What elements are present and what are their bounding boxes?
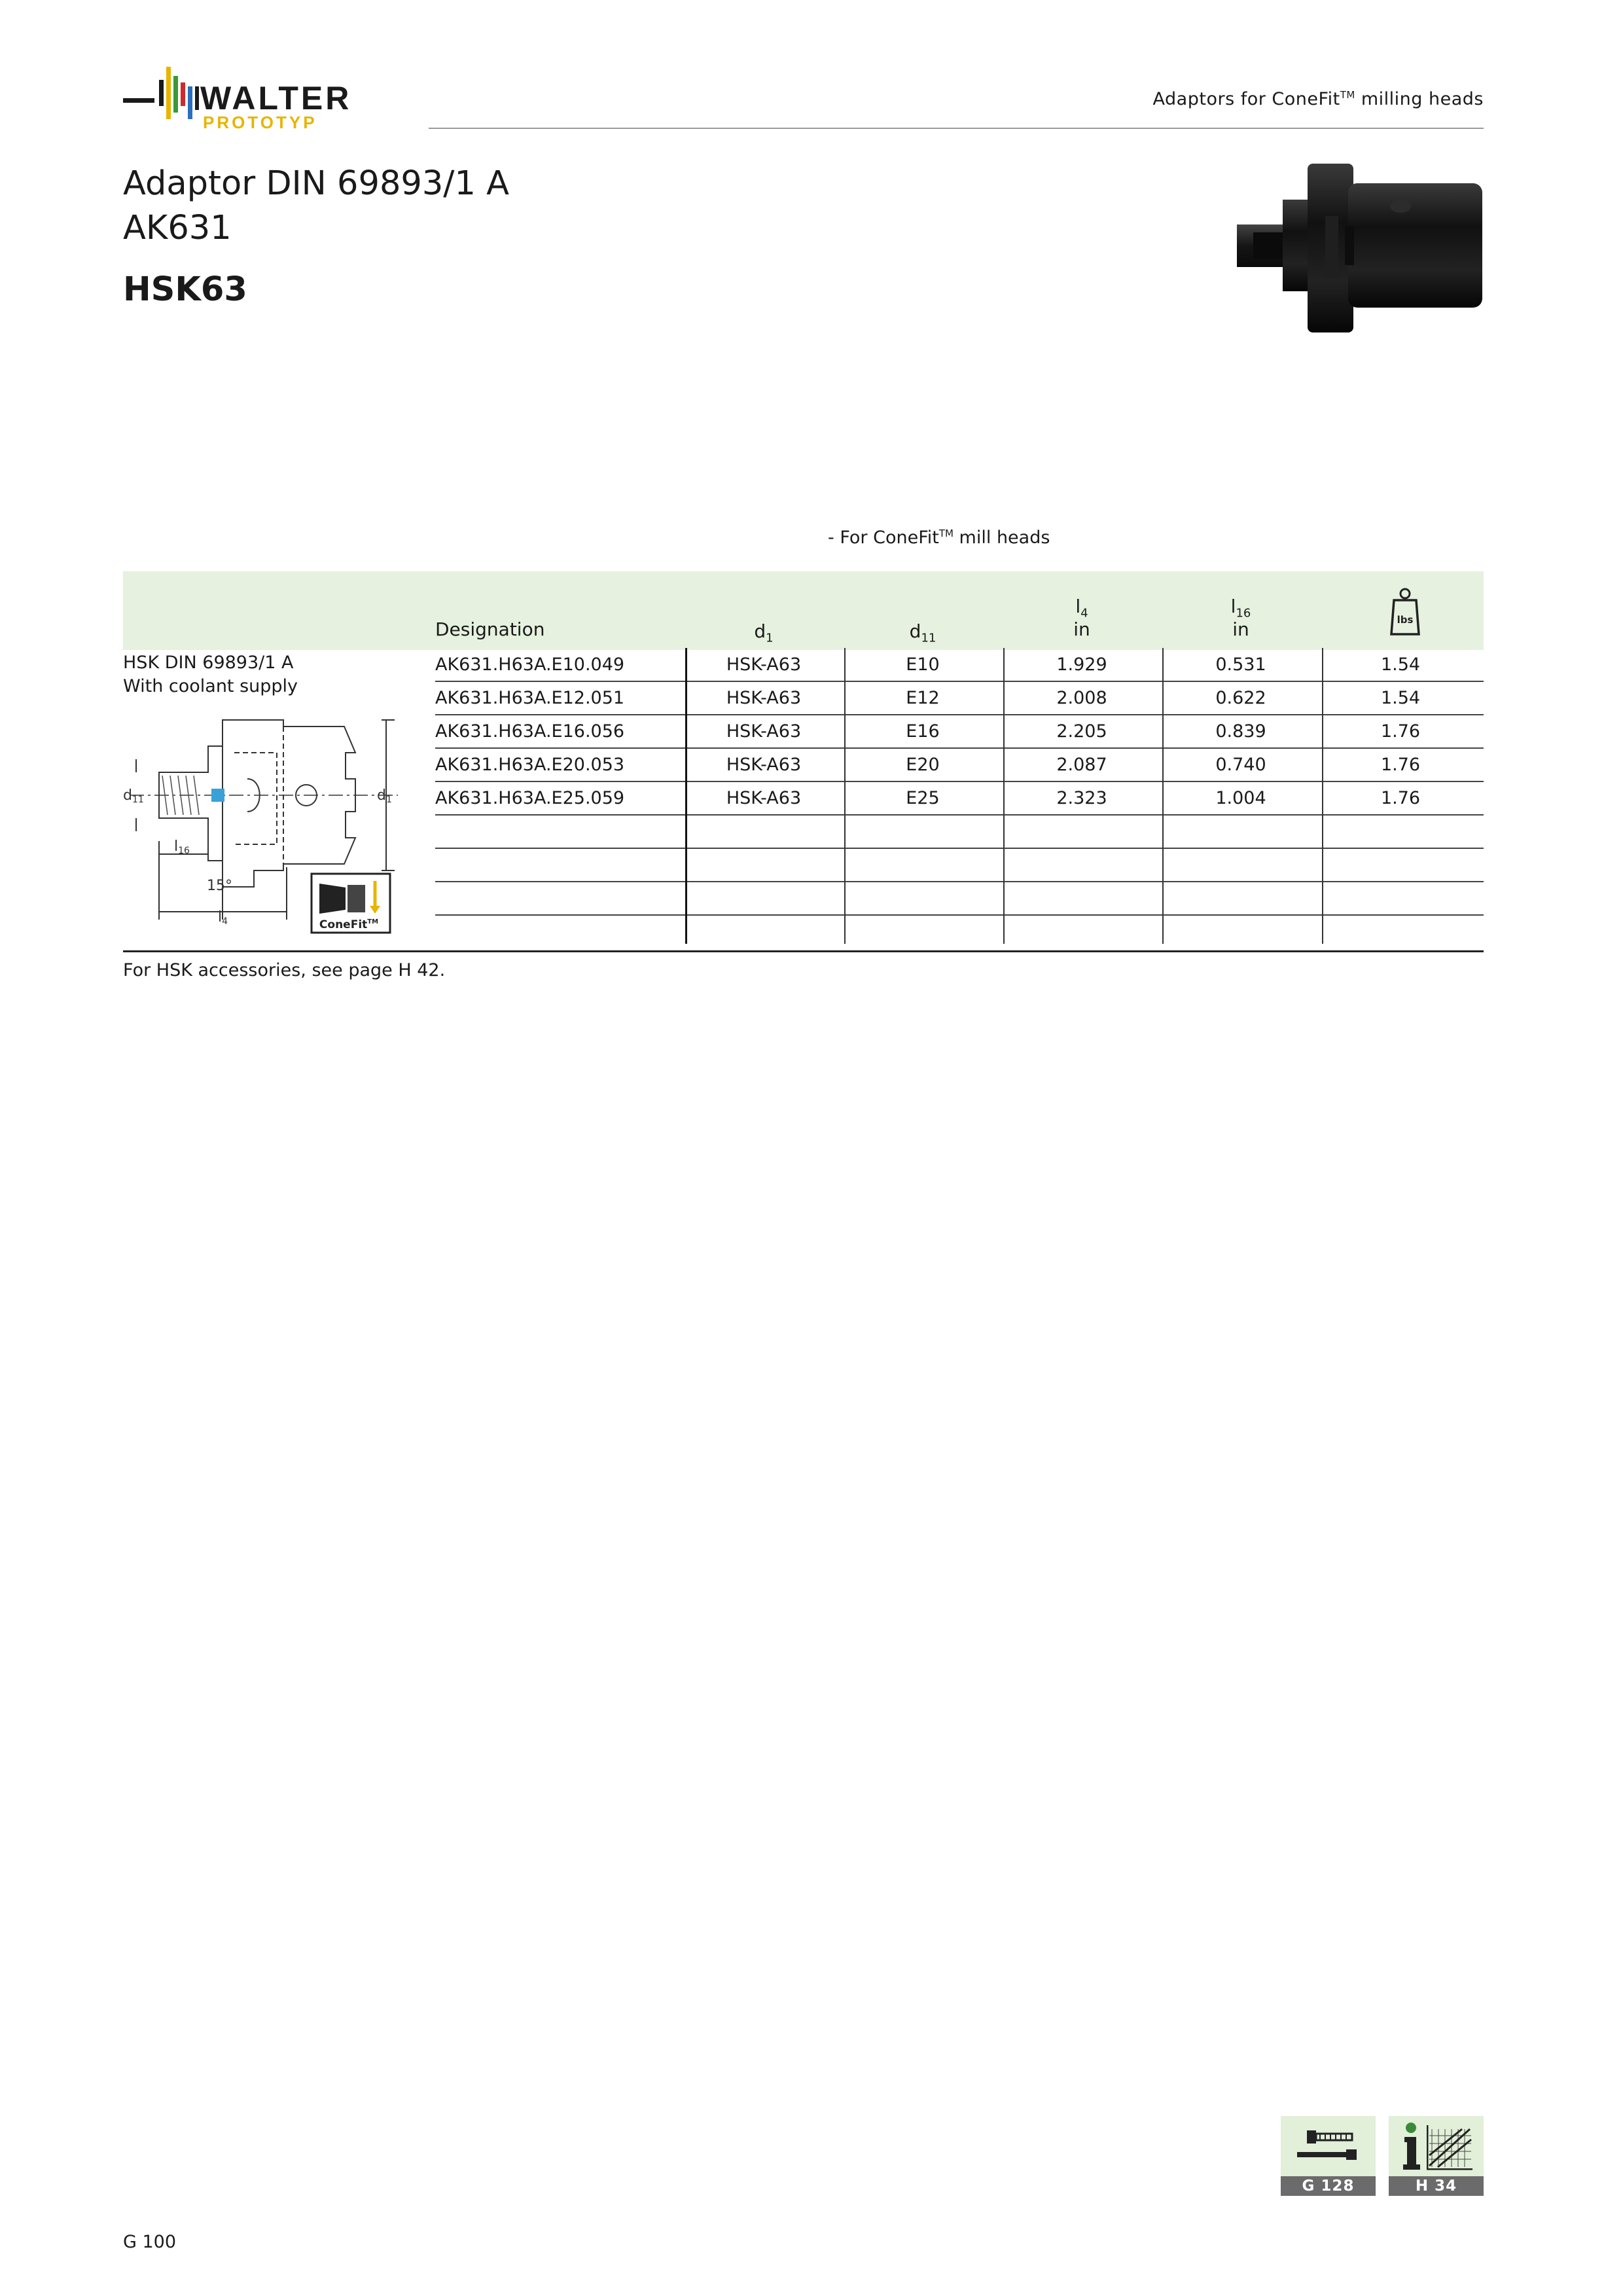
col-header-l4: $l_4$ [1075, 596, 1088, 620]
col-header-l16: $l_{16}$ [1230, 596, 1251, 620]
table-subtitle: - For ConeFit™ mill heads [828, 528, 1050, 548]
page-title: Adaptor DIN 69893/1 A [123, 164, 510, 203]
column-divider [685, 648, 687, 944]
row-group-label: HSK DIN 69893/1 A [123, 653, 294, 673]
cell-l4 [1003, 915, 1160, 948]
logo-text: WALTER [200, 80, 352, 117]
logo-subtext: PROTOTYP [203, 113, 317, 132]
label-l16: l16 [174, 838, 190, 856]
cell-d1: HSK-A63 [726, 721, 802, 742]
cell-d11: E16 [906, 721, 940, 742]
cell-weight: 1.76 [1380, 788, 1421, 808]
header-divider [429, 128, 1484, 129]
col-header-designation: Designation [435, 619, 545, 640]
cell-d1: HSK-A63 [726, 788, 802, 808]
cell-designation [435, 815, 684, 848]
cell-d11: E12 [906, 688, 940, 708]
cell-l16: 0.839 [1215, 721, 1266, 742]
cell-weight [1322, 815, 1479, 848]
cell-weight [1322, 882, 1479, 915]
cell-l16: 0.740 [1215, 755, 1266, 775]
cell-weight: 1.76 [1380, 721, 1421, 742]
label-l4: l4 [218, 909, 228, 927]
cell-d11: E10 [906, 655, 940, 675]
col-header-d1: $d_1$ [754, 620, 774, 645]
column-divider [1003, 648, 1005, 944]
product-photo [1237, 160, 1486, 340]
cell-designation [435, 915, 684, 948]
column-divider [844, 648, 846, 944]
cell-d11 [844, 882, 1001, 915]
cell-designation: AK631.H63A.E10.049 [435, 655, 625, 675]
cell-d1: HSK-A63 [726, 655, 802, 675]
cell-l16: 1.004 [1215, 788, 1266, 808]
cell-weight [1322, 848, 1479, 882]
cell-d1 [685, 882, 842, 915]
cell-d1 [685, 815, 842, 848]
cell-l4: 2.205 [1056, 721, 1107, 742]
col-header-l4-unit: in [1073, 619, 1090, 640]
cell-designation: AK631.H63A.E16.056 [435, 721, 625, 742]
section-title: Adaptors for ConeFit™ milling heads [1152, 89, 1484, 109]
cell-d11: E25 [906, 788, 940, 808]
cell-d11 [844, 815, 1001, 848]
cell-l4: 1.929 [1056, 655, 1107, 675]
conefit-badge [312, 874, 390, 933]
cell-l16: 0.622 [1215, 688, 1266, 708]
reference-label-g128: G 128 [1281, 2176, 1376, 2196]
cell-d1 [685, 848, 842, 882]
technical-drawing [123, 713, 404, 939]
cell-designation: AK631.H63A.E12.051 [435, 688, 625, 708]
col-header-l16-unit: in [1232, 619, 1249, 640]
cell-l16 [1162, 815, 1319, 848]
cell-l16 [1162, 882, 1319, 915]
cell-weight: 1.76 [1380, 755, 1421, 775]
weight-lbs-icon [1389, 587, 1421, 639]
cell-d11 [844, 915, 1001, 948]
cell-weight: 1.54 [1380, 655, 1421, 675]
cell-l16 [1162, 848, 1319, 882]
cell-weight: 1.54 [1380, 688, 1421, 708]
cell-l16: 0.531 [1215, 655, 1266, 675]
coolant-channel [211, 789, 224, 802]
col-header-d11: $d_{11}$ [909, 620, 936, 645]
cell-d11: E20 [906, 755, 940, 775]
reference-link-g128[interactable] [1281, 2116, 1376, 2196]
info-chart-icon [1389, 2116, 1484, 2176]
screw-accessories-icon [1281, 2116, 1376, 2176]
svg-text:ConeFitTM: ConeFit™ [319, 918, 379, 931]
cell-d11 [844, 848, 1001, 882]
cell-l4 [1003, 815, 1160, 848]
interface-title: HSK63 [123, 270, 247, 309]
column-divider [1162, 648, 1164, 944]
cell-l4: 2.008 [1056, 688, 1107, 708]
cell-d1: HSK-A63 [726, 755, 802, 775]
footnote: For HSK accessories, see page H 42. [123, 960, 446, 980]
label-angle: 15° [207, 878, 232, 894]
svg-text:lbs: lbs [1397, 614, 1414, 626]
cell-l4 [1003, 848, 1160, 882]
walter-prototyp-logo [123, 60, 401, 134]
cell-designation [435, 848, 684, 882]
cell-l4: 2.323 [1056, 788, 1107, 808]
cell-d1: HSK-A63 [726, 688, 802, 708]
cell-l4: 2.087 [1056, 755, 1107, 775]
label-d11: d11 [123, 787, 144, 805]
row-group-sublabel: With coolant supply [123, 676, 298, 696]
cell-l16 [1162, 915, 1319, 948]
table-bottom-rule [123, 950, 1484, 952]
cell-weight [1322, 915, 1479, 948]
cell-designation [435, 882, 684, 915]
label-d1: d1 [377, 787, 392, 805]
product-code: AK631 [123, 209, 232, 247]
cell-l4 [1003, 882, 1160, 915]
cell-designation: AK631.H63A.E25.059 [435, 788, 625, 808]
reference-label-h34: H 34 [1389, 2176, 1484, 2196]
page-number: G 100 [123, 2232, 177, 2252]
reference-link-h34[interactable] [1389, 2116, 1484, 2196]
cell-d1 [685, 915, 842, 948]
cell-designation: AK631.H63A.E20.053 [435, 755, 625, 775]
column-divider [1322, 648, 1323, 944]
